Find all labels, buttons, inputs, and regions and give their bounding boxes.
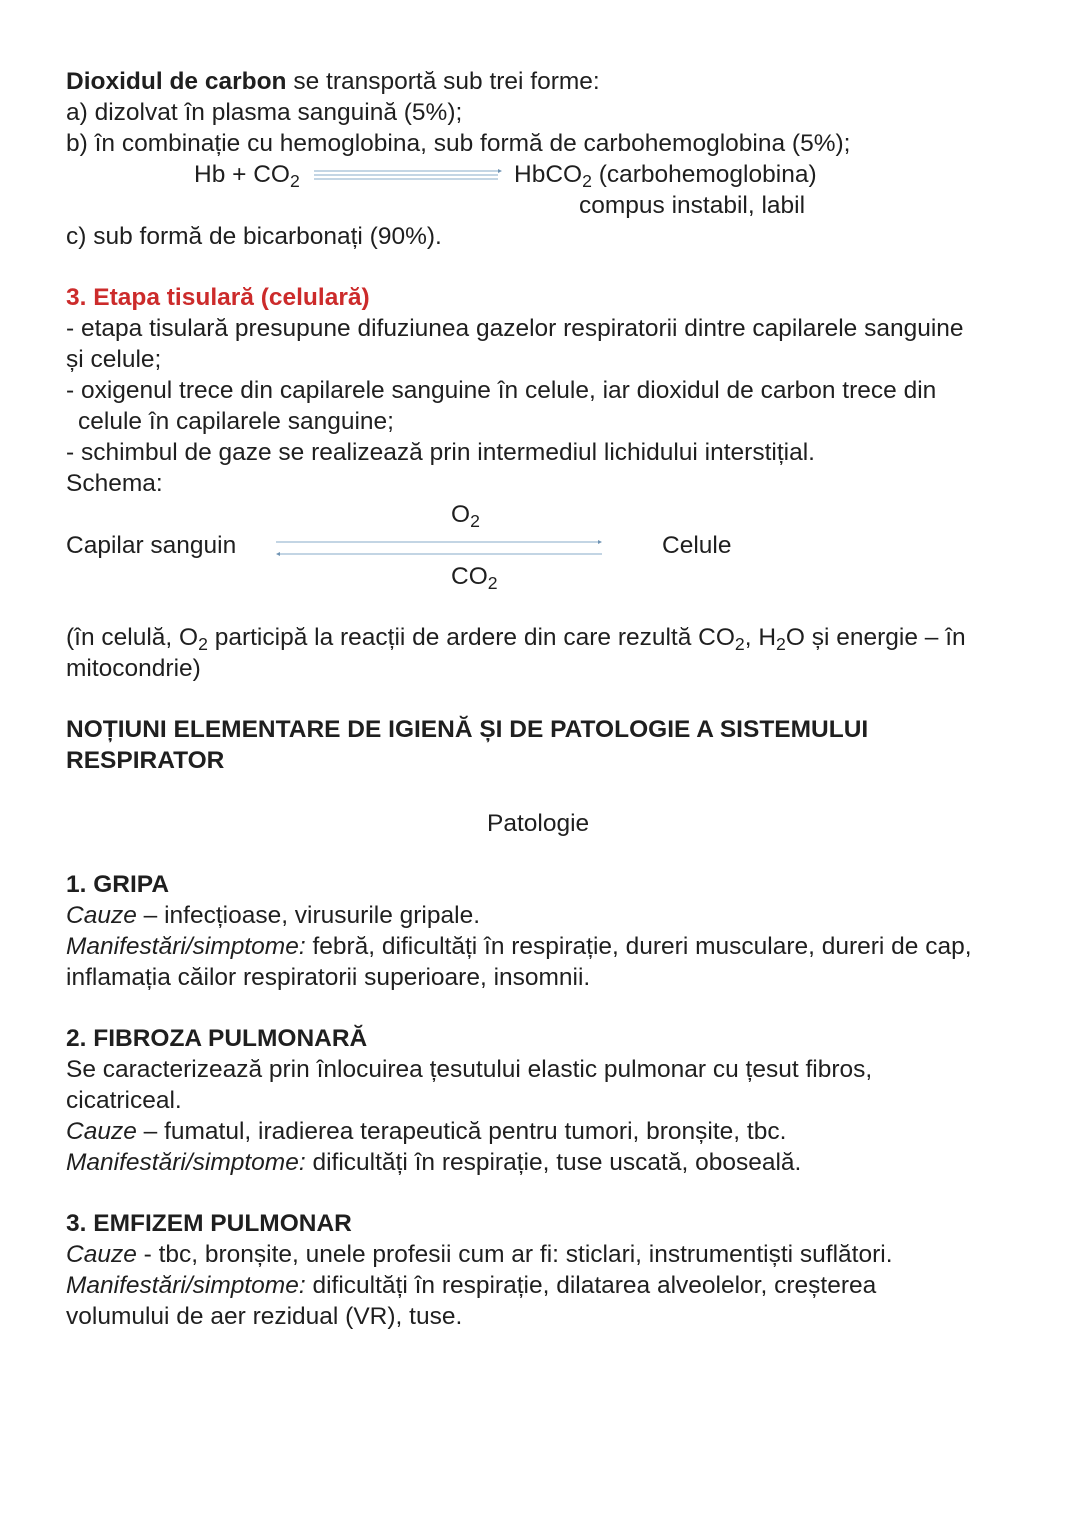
tissue-stage-title: 3. Etapa tisulară (celulară) — [66, 284, 370, 311]
co2-item-b: b) în combinație cu hemoglobina, sub formă de carbohemoglobina (5%); — [66, 130, 851, 157]
schema-co2: $CO_2$ — [451, 563, 498, 593]
tissue-line-2: și celule; — [66, 346, 162, 373]
cell-note-1: (în celulă, $O_2$ participă la reacții de ardere din care rezultă $CO_2$, $H_2O$ și energie – în — [66, 624, 966, 654]
cell-note-2: mitocondrie) — [66, 655, 201, 682]
hygiene-title-2: RESPIRATOR — [66, 747, 225, 774]
disease-1-manif-1: Manifestări/simptome: febră, dificultăți în respirație, dureri musculare, dureri de cap, — [66, 933, 972, 960]
tissue-line-4: celule în capilarele sanguine; — [78, 408, 394, 435]
tissue-line-5: - schimbul de gaze se realizează prin intermediul lichidului interstițial. — [66, 439, 815, 466]
reaction-left: $Hb + CO_2$ — [194, 161, 300, 191]
disease-2-desc-1: Se caracterizează prin înlocuirea țesutului elastic pulmonar cu țesut fibros, — [66, 1056, 873, 1083]
hygiene-title-1: NOȚIUNI ELEMENTARE DE IGIENĂ ȘI DE PATOLOGIE A SISTEMULUI — [66, 716, 869, 743]
schema-cells: Celule — [662, 532, 732, 559]
disease-2-cause: Cauze – fumatul, iradierea terapeutică pentru tumori, bronșite, tbc. — [66, 1118, 787, 1145]
co2-item-c: c) sub formă de bicarbonați (90%). — [66, 223, 442, 250]
co2-intro: Dioxidul de carbon se transportă sub trei forme: — [66, 68, 600, 95]
tissue-line-3: - oxigenul trece din capilarele sanguine în celule, iar dioxidul de carbon trece din — [66, 377, 937, 404]
disease-3-cause: Cauze - tbc, bronșite, unele profesii cum ar fi: sticlari, instrumentiști suflători. — [66, 1241, 893, 1268]
pathology-subtitle: Patologie — [487, 810, 590, 837]
disease-3-title: 3. EMFIZEM PULMONAR — [66, 1210, 352, 1237]
schema-o2: $O_2$ — [451, 501, 480, 531]
co2-item-a: a) dizolvat în plasma sanguină (5%); — [66, 99, 463, 126]
disease-3-manif-2: volumului de aer rezidual (VR), tuse. — [66, 1303, 463, 1330]
disease-1-cause: Cauze – infecțioase, virusurile gripale. — [66, 902, 480, 929]
disease-1-manif-2: inflamația căilor respiratorii superioare, insomnii. — [66, 964, 591, 991]
schema-label: Schema: — [66, 470, 163, 497]
disease-2-desc-2: cicatriceal. — [66, 1087, 182, 1114]
disease-2-title: 2. FIBROZA PULMONARĂ — [66, 1025, 368, 1052]
tissue-line-1: - etapa tisulară presupune difuziunea gazelor respiratorii dintre capilarele sanguine — [66, 315, 964, 342]
reaction-right: HbCO$_2$ (carbohemoglobina) — [514, 161, 817, 191]
disease-1-title: 1. GRIPA — [66, 871, 170, 898]
schema-capillary: Capilar sanguin — [66, 532, 237, 559]
disease-3-manif-1: Manifestări/simptome: dificultăți în respirație, dilatarea alveolelor, creșterea — [66, 1272, 877, 1299]
exchange-arrow-icon — [274, 536, 604, 560]
reversible-arrow-icon — [312, 166, 502, 186]
reaction-note: compus instabil, labil — [579, 192, 806, 219]
disease-2-manif-1: Manifestări/simptome: dificultăți în respirație, tuse uscată, oboseală. — [66, 1149, 802, 1176]
